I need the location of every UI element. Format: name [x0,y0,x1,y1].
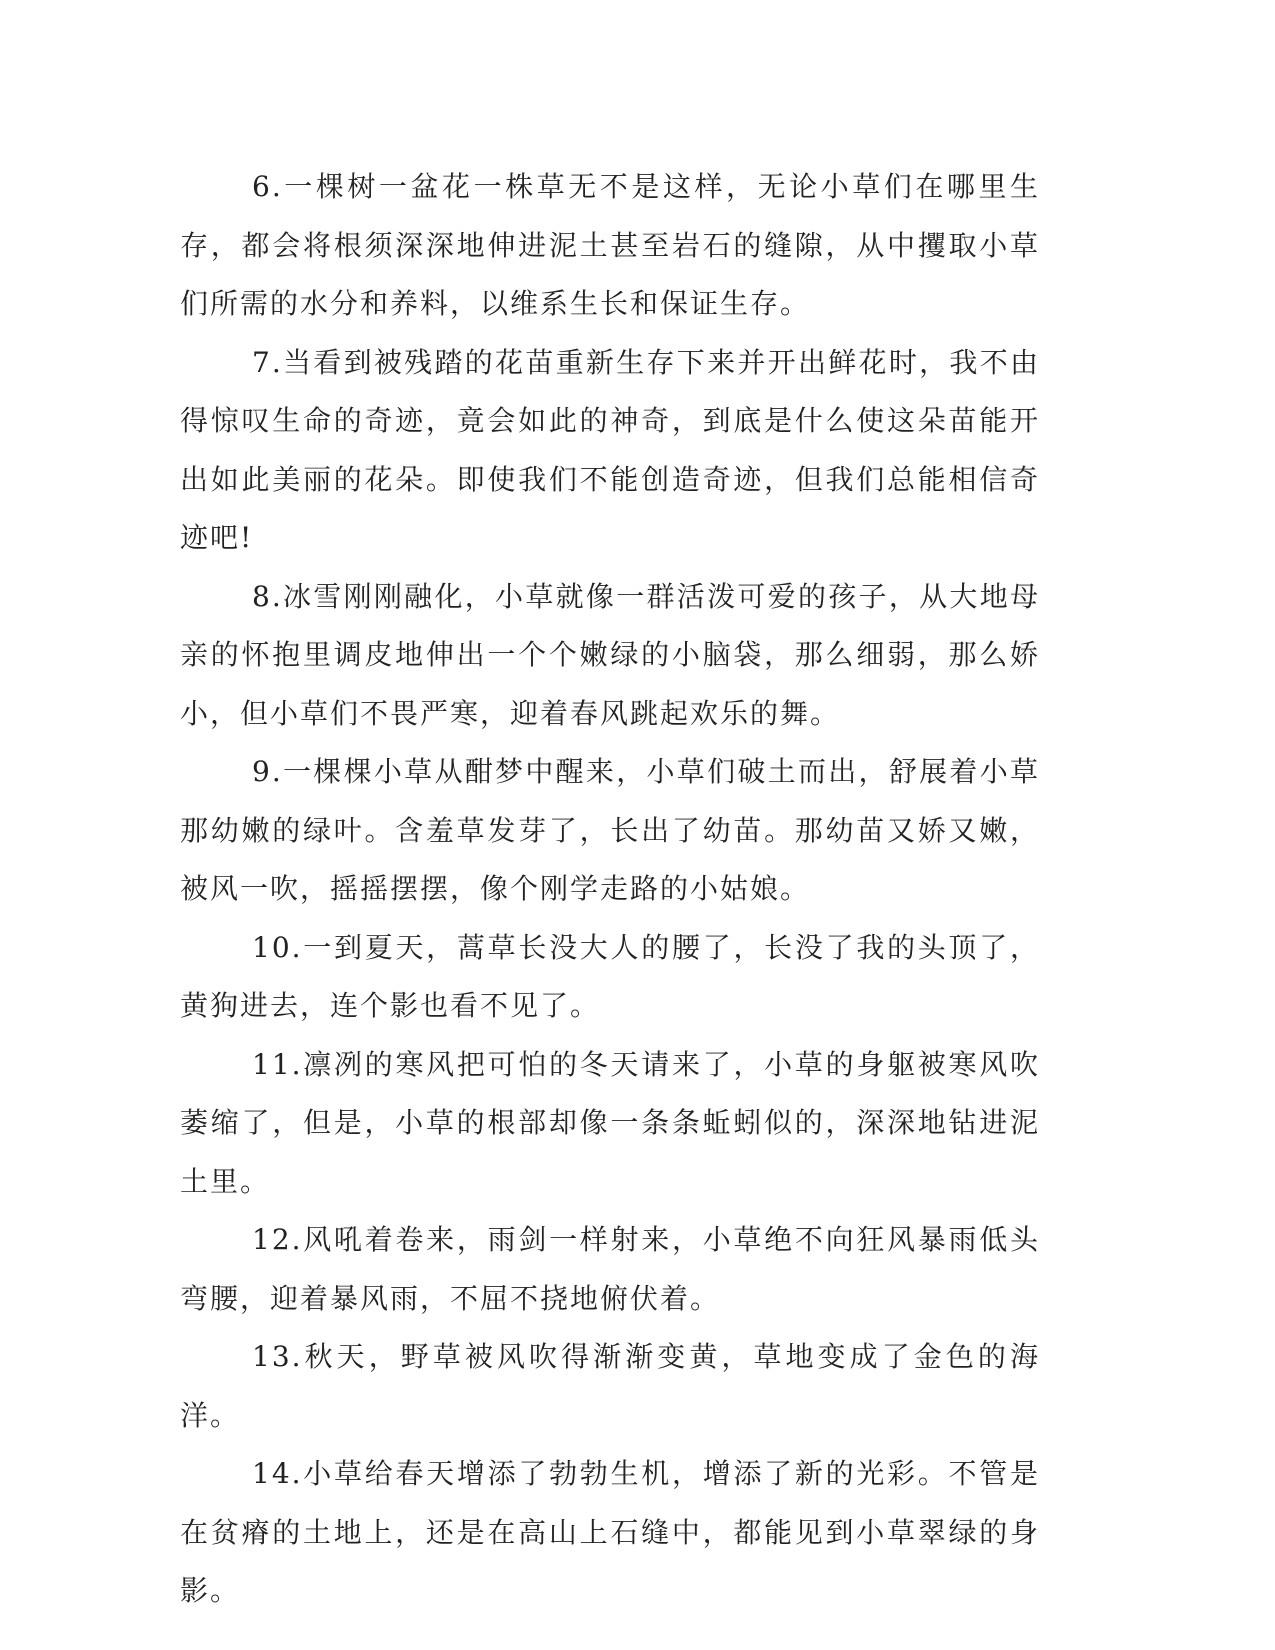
paragraph-12: 12.风吼着卷来，雨剑一样射来，小草绝不向狂风暴雨低头弯腰，迎着暴风雨，不屈不挠地俯伏着。 [180,1223,1040,1315]
paragraph-7: 7.当看到被残踏的花苗重新生存下来并开出鲜花时，我不由得惊叹生命的奇迹，竟会如此的神奇，到底是什么使这朵苗能开出如此美丽的花朵。即使我们不能创造奇迹，但我们总能相信奇迹吧! [180,345,1040,554]
document-body [180,158,1040,1621]
paragraph-10: 10.一到夏天，蒿草长没大人的腰了，长没了我的头顶了，黄狗进去，连个影也看不见了。 [180,930,1040,1022]
paragraph-8: 8.冰雪刚刚融化，小草就像一群活泼可爱的孩子，从大地母亲的怀抱里调皮地伸出一个个嫩绿的小脑袋，那么细弱，那么娇小，但小草们不畏严寒，迎着春风跳起欢乐的舞。 [180,579,1040,730]
paragraph-14: 14.小草给春天增添了勃勃生机，增添了新的光彩。不管是在贫瘠的土地上，还是在高山上石缝中，都能见到小草翠绿的身影。 [180,1457,1040,1607]
paragraph-11: 11.凛冽的寒风把可怕的冬天请来了，小草的身躯被寒风吹萎缩了，但是，小草的根部却像一条条蚯蚓似的，深深地钻进泥土里。 [180,1047,1040,1198]
paragraph-9: 9.一棵棵小草从酣梦中醒来，小草们破土而出，舒展着小草那幼嫩的绿叶。含羞草发芽了，长出了幼苗。那幼苗又娇又嫩，被风一吹，摇摇摆摆，像个刚学走路的小姑娘。 [180,755,1040,905]
paragraph-6: 6.一棵树一盆花一株草无不是这样，无论小草们在哪里生存，都会将根须深深地伸进泥土甚至岩石的缝隙，从中攫取小草们所需的水分和养料，以维系生长和保证生存。 [180,170,1040,320]
paragraph-13: 13.秋天，野草被风吹得渐渐变黄，草地变成了金色的海洋。 [180,1340,1040,1432]
